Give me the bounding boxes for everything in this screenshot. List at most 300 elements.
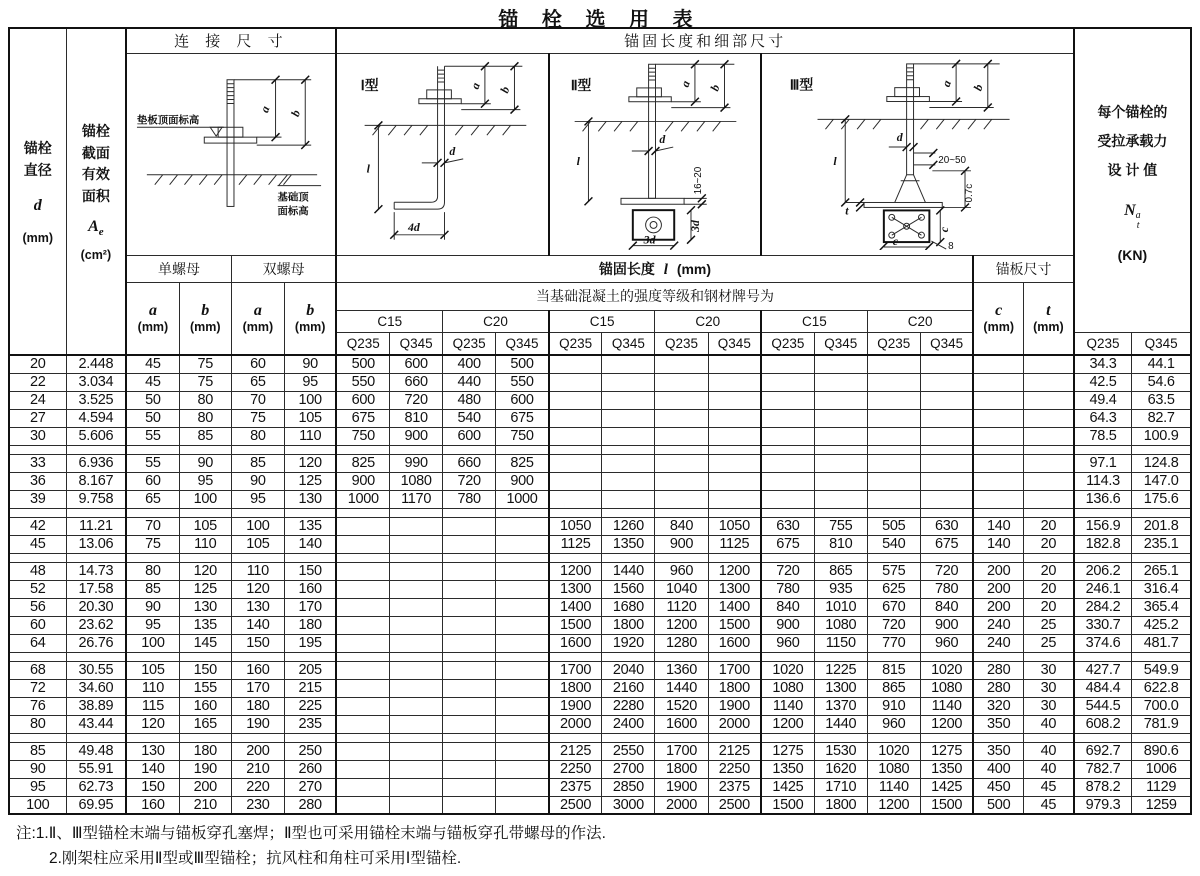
table-cell (973, 652, 1023, 661)
table-cell: 675 (496, 409, 549, 427)
table-cell (761, 427, 814, 445)
symbol-b: b (306, 302, 315, 320)
table-cell: 1900 (655, 778, 708, 796)
table-cell (602, 391, 655, 409)
table-cell: 1200 (708, 562, 761, 580)
table-cell (443, 634, 496, 652)
table-cell: 1600 (549, 634, 602, 652)
table-cell: 400 (973, 760, 1023, 778)
table-cell: 240 (973, 616, 1023, 634)
table-cell: 865 (867, 679, 920, 697)
type2-diagram-cell (549, 53, 761, 255)
table-cell: 90 (126, 598, 179, 616)
table-cell: 97.1 (1074, 454, 1132, 472)
table-cell (920, 652, 973, 661)
table-cell: 1040 (655, 580, 708, 598)
table-cell: 110 (126, 679, 179, 697)
table-cell: 480 (443, 391, 496, 409)
table-cell (496, 796, 549, 814)
table-cell: 180 (231, 697, 284, 715)
table-cell: 549.9 (1132, 661, 1191, 679)
header-anchor-section: 锚固长度和细部尺寸 (336, 28, 1073, 53)
table-cell (655, 490, 708, 508)
table-cell: 350 (973, 715, 1023, 733)
table-cell: 26.76 (66, 634, 126, 652)
table-cell: 30 (9, 427, 66, 445)
foundation-elevation-label: 面标高 (277, 205, 309, 217)
table-body (9, 355, 1191, 814)
header-c15: C15 (549, 310, 655, 332)
table-cell (496, 733, 549, 742)
dim-t-label: t (845, 202, 849, 217)
table-cell (655, 733, 708, 742)
table-cell: 1360 (655, 661, 708, 679)
table-cell (655, 427, 708, 445)
table-cell (1023, 409, 1073, 427)
table-cell (284, 508, 336, 517)
table-cell: 1700 (549, 661, 602, 679)
table-cell (867, 373, 920, 391)
table-cell: 85 (126, 580, 179, 598)
table-cell: 182.8 (1074, 535, 1132, 553)
table-cell (549, 454, 602, 472)
pad-elevation-label: 垫板顶面标高 (137, 114, 200, 126)
header-c20: C20 (867, 310, 973, 332)
header-q345: Q345 (602, 332, 655, 355)
table-cell (973, 508, 1023, 517)
table-cell (973, 427, 1023, 445)
table-cell (602, 472, 655, 490)
table-cell: 1080 (814, 616, 867, 634)
table-cell (336, 634, 389, 652)
table-cell: 105 (284, 409, 336, 427)
symbol-nt: N (1124, 201, 1136, 219)
table-cell (9, 652, 66, 661)
unit-mm: (mm) (189, 320, 221, 335)
table-cell (867, 391, 920, 409)
table-cell: 195 (284, 634, 336, 652)
type1-diagram (339, 54, 547, 250)
table-cell (390, 715, 443, 733)
unit-mm: (mm) (1033, 320, 1064, 335)
table-cell: 900 (336, 472, 389, 490)
table-cell (443, 598, 496, 616)
table-cell (549, 733, 602, 742)
table-cell (443, 535, 496, 553)
table-cell (1023, 553, 1073, 562)
table-cell: 280 (973, 679, 1023, 697)
table-cell (867, 733, 920, 742)
table-cell: 2.448 (66, 355, 126, 373)
table-cell (390, 580, 443, 598)
notes (16, 822, 1200, 872)
symbol-nt-sup: a (1135, 209, 1141, 221)
table-cell (814, 409, 867, 427)
table-cell (496, 778, 549, 796)
table-cell (390, 679, 443, 697)
table-cell (1023, 652, 1073, 661)
table-cell: 660 (443, 454, 496, 472)
table-cell (602, 508, 655, 517)
table-cell: 780 (920, 580, 973, 598)
table-cell: 1800 (655, 760, 708, 778)
dim-a-label: a (257, 103, 273, 114)
header-q345: Q345 (496, 332, 549, 355)
table-cell (336, 580, 389, 598)
table-cell: 80 (179, 391, 231, 409)
table-cell (1074, 652, 1132, 661)
table-cell (443, 661, 496, 679)
table-cell: 1350 (920, 760, 973, 778)
table-cell: 110 (231, 562, 284, 580)
table-cell: 30 (1023, 661, 1073, 679)
table-cell: 1259 (1132, 796, 1191, 814)
table-cell: 1425 (920, 778, 973, 796)
table-cell (1132, 652, 1191, 661)
table-cell (496, 616, 549, 634)
header-q345: Q345 (920, 332, 973, 355)
table-cell (920, 508, 973, 517)
table-cell (390, 508, 443, 517)
table-cell: 1680 (602, 598, 655, 616)
table-cell: 68 (9, 661, 66, 679)
table-cell: 64 (9, 634, 66, 652)
table-cell (443, 508, 496, 517)
symbol-a: a (253, 302, 262, 320)
table-cell: 246.1 (1074, 580, 1132, 598)
table-cell (814, 733, 867, 742)
table-cell: 200 (179, 778, 231, 796)
header-q345: Q345 (1132, 332, 1191, 355)
table-cell: 160 (284, 580, 336, 598)
table-cell: 3.034 (66, 373, 126, 391)
table-cell (708, 508, 761, 517)
table-cell (655, 373, 708, 391)
table-cell: 1280 (655, 634, 708, 652)
table-cell (496, 679, 549, 697)
type2-diagram (551, 54, 759, 250)
table-cell (496, 634, 549, 652)
table-cell: 2160 (602, 679, 655, 697)
table-cell: 150 (126, 778, 179, 796)
table-cell (867, 355, 920, 373)
table-cell: 76 (9, 697, 66, 715)
table-cell (231, 652, 284, 661)
table-cell: 900 (655, 535, 708, 553)
table-cell: 2000 (549, 715, 602, 733)
table-cell: 120 (231, 580, 284, 598)
table-cell: 180 (179, 742, 231, 760)
table-cell: 1080 (761, 679, 814, 697)
symbol-t: t (1046, 302, 1051, 320)
type3-diagram (762, 54, 1074, 250)
table-cell (655, 445, 708, 454)
table-cell (920, 490, 973, 508)
table-cell (867, 652, 920, 661)
table-cell: 1080 (867, 760, 920, 778)
connection-diagram (127, 54, 335, 250)
table-cell: 80 (9, 715, 66, 733)
table-cell (708, 553, 761, 562)
table-cell (336, 760, 389, 778)
table-cell: 40 (1023, 760, 1073, 778)
table-row (9, 742, 1191, 760)
symbol-b: b (201, 302, 210, 320)
group-gap-row (9, 733, 1191, 742)
table-cell (390, 697, 443, 715)
dim-8-label: 8 (948, 240, 954, 250)
header-text: 受拉承载力 (1097, 133, 1168, 150)
table-cell: 900 (496, 472, 549, 490)
table-cell: 2850 (602, 778, 655, 796)
table-cell: 20 (9, 355, 66, 373)
table-cell (867, 454, 920, 472)
dim-b-label: b (707, 82, 723, 93)
table-cell: 1140 (867, 778, 920, 796)
table-cell: 780 (761, 580, 814, 598)
table-cell: 540 (867, 535, 920, 553)
table-cell: 130 (126, 742, 179, 760)
table-cell: 720 (867, 616, 920, 634)
note-line: 注:1.Ⅱ、Ⅲ型锚栓末端与锚板穿孔塞焊；Ⅱ型也可采用锚栓末端与锚板穿孔带螺母的作法. (16, 825, 606, 842)
table-cell: 630 (761, 517, 814, 535)
table-cell (390, 445, 443, 454)
table-cell (390, 652, 443, 661)
table-cell (1023, 445, 1073, 454)
table-cell: 145 (179, 634, 231, 652)
table-cell: 330.7 (1074, 616, 1132, 634)
table-cell (867, 427, 920, 445)
table-cell: 692.7 (1074, 742, 1132, 760)
table-row (9, 679, 1191, 697)
anchor-length-symbol: l (663, 261, 668, 278)
table-cell: 45 (1023, 796, 1073, 814)
table-row (9, 715, 1191, 733)
table-cell (602, 373, 655, 391)
table-cell: 1500 (761, 796, 814, 814)
header-double-a (231, 282, 284, 355)
table-cell: 160 (179, 697, 231, 715)
table-cell: 62.73 (66, 778, 126, 796)
table-cell (179, 508, 231, 517)
table-cell (602, 553, 655, 562)
table-row (9, 472, 1191, 490)
table-cell: 1500 (549, 616, 602, 634)
table-cell (496, 535, 549, 553)
table-cell: 2500 (549, 796, 602, 814)
table-cell (920, 427, 973, 445)
table-cell: 1300 (708, 580, 761, 598)
table-cell: 95 (284, 373, 336, 391)
table-cell (443, 652, 496, 661)
table-cell: 49.4 (1074, 391, 1132, 409)
header-q235: Q235 (1074, 332, 1132, 355)
table-cell: 1200 (920, 715, 973, 733)
table-cell: 13.06 (66, 535, 126, 553)
table-cell (708, 454, 761, 472)
table-cell: 1300 (549, 580, 602, 598)
table-cell (602, 445, 655, 454)
table-cell: 55 (126, 454, 179, 472)
table-cell (126, 733, 179, 742)
table-cell: 1150 (814, 634, 867, 652)
table-cell (761, 733, 814, 742)
table-cell (761, 553, 814, 562)
table-cell: 3000 (602, 796, 655, 814)
dim-d-label: d (896, 129, 903, 144)
table-cell (179, 553, 231, 562)
table-cell (9, 553, 66, 562)
table-cell: 2000 (708, 715, 761, 733)
table-cell: 85 (179, 427, 231, 445)
dim-b-label: b (496, 84, 513, 95)
table-cell: 190 (179, 760, 231, 778)
table-cell (655, 472, 708, 490)
table-cell: 45 (126, 373, 179, 391)
table-cell (336, 661, 389, 679)
unit-kn: (KN) (1117, 246, 1148, 263)
table-cell (708, 427, 761, 445)
table-cell: 147.0 (1132, 472, 1191, 490)
table-cell (1023, 427, 1073, 445)
table-cell: 44.1 (1132, 355, 1191, 373)
table-cell: 1000 (496, 490, 549, 508)
table-cell: 33 (9, 454, 66, 472)
table-cell: 43.44 (66, 715, 126, 733)
table-cell: 500 (973, 796, 1023, 814)
table-cell (708, 355, 761, 373)
table-cell: 95 (231, 490, 284, 508)
table-cell: 95 (126, 616, 179, 634)
table-cell (336, 508, 389, 517)
table-cell: 825 (496, 454, 549, 472)
table-cell (336, 778, 389, 796)
header-q235: Q235 (549, 332, 602, 355)
table-cell (126, 508, 179, 517)
table-cell: 1006 (1132, 760, 1191, 778)
table-cell: 170 (231, 679, 284, 697)
table-cell (496, 553, 549, 562)
table-cell: 960 (655, 562, 708, 580)
table-cell: 160 (126, 796, 179, 814)
table-cell: 1200 (655, 616, 708, 634)
unit-cm2: (cm²) (80, 247, 112, 262)
dim-d-label: d (659, 131, 666, 146)
table-cell: 1200 (867, 796, 920, 814)
table-cell: 1120 (655, 598, 708, 616)
table-cell: 1050 (549, 517, 602, 535)
table-cell: 600 (496, 391, 549, 409)
table-cell (496, 517, 549, 535)
table-cell: 500 (336, 355, 389, 373)
header-double-nut: 双螺母 (231, 255, 336, 282)
table-cell (1023, 490, 1073, 508)
table-cell (496, 508, 549, 517)
table-cell: 1020 (761, 661, 814, 679)
table-row (9, 535, 1191, 553)
dim-a-label: a (938, 77, 955, 89)
table-cell: 1275 (920, 742, 973, 760)
table-cell: 80 (126, 562, 179, 580)
table-cell: 75 (231, 409, 284, 427)
table-cell: 1000 (336, 490, 389, 508)
table-cell (761, 490, 814, 508)
table-cell: 1140 (920, 697, 973, 715)
table-cell: 45 (126, 355, 179, 373)
header-text: 直径 (23, 161, 52, 178)
table-cell: 1500 (920, 796, 973, 814)
symbol-nt-sub: t (1136, 219, 1140, 231)
type1-label: Ⅰ型 (360, 77, 379, 93)
header-c20: C20 (655, 310, 761, 332)
table-cell: 750 (336, 427, 389, 445)
table-cell: 1260 (602, 517, 655, 535)
table-cell: 2280 (602, 697, 655, 715)
table-cell: 75 (126, 535, 179, 553)
table-cell: 240 (973, 634, 1023, 652)
table-cell: 1600 (655, 715, 708, 733)
table-cell (549, 553, 602, 562)
table-cell (920, 391, 973, 409)
table-cell: 484.4 (1074, 679, 1132, 697)
plate-width-label: 3d (687, 219, 702, 232)
type3-label: Ⅲ型 (789, 76, 814, 93)
table-cell: 22 (9, 373, 66, 391)
table-cell (973, 445, 1023, 454)
table-cell: 115 (126, 697, 179, 715)
table-cell (1132, 553, 1191, 562)
table-cell: 660 (390, 373, 443, 391)
table-cell: 720 (761, 562, 814, 580)
table-cell: 135 (284, 517, 336, 535)
table-cell (867, 445, 920, 454)
table-cell: 316.4 (1132, 580, 1191, 598)
table-cell: 38.89 (66, 697, 126, 715)
table-cell (655, 391, 708, 409)
table-cell (336, 679, 389, 697)
table-cell (814, 427, 867, 445)
table-cell: 120 (179, 562, 231, 580)
table-cell: 150 (231, 634, 284, 652)
table-cell: 440 (443, 373, 496, 391)
table-cell: 100 (284, 391, 336, 409)
table-cell: 69.95 (66, 796, 126, 814)
table-cell: 190 (231, 715, 284, 733)
table-cell: 979.3 (1074, 796, 1132, 814)
table-cell (708, 490, 761, 508)
table-cell (602, 427, 655, 445)
table-cell (814, 445, 867, 454)
table-cell: 960 (761, 634, 814, 652)
page-title: 锚 栓 选 用 表 (498, 9, 702, 31)
table-cell: 45 (9, 535, 66, 553)
table-cell: 20 (1023, 598, 1073, 616)
table-cell: 2250 (549, 760, 602, 778)
table-cell: 260 (284, 760, 336, 778)
table-cell: 1520 (655, 697, 708, 715)
table-cell: 95 (179, 472, 231, 490)
table-cell (443, 778, 496, 796)
table-cell: 1900 (708, 697, 761, 715)
foundation-elevation-label: 基础顶 (277, 192, 309, 204)
table-cell: 36 (9, 472, 66, 490)
table-cell (1023, 508, 1073, 517)
table-cell: 865 (814, 562, 867, 580)
table-cell: 130 (284, 490, 336, 508)
table-cell: 1700 (655, 742, 708, 760)
table-cell (443, 562, 496, 580)
table-cell: 200 (231, 742, 284, 760)
